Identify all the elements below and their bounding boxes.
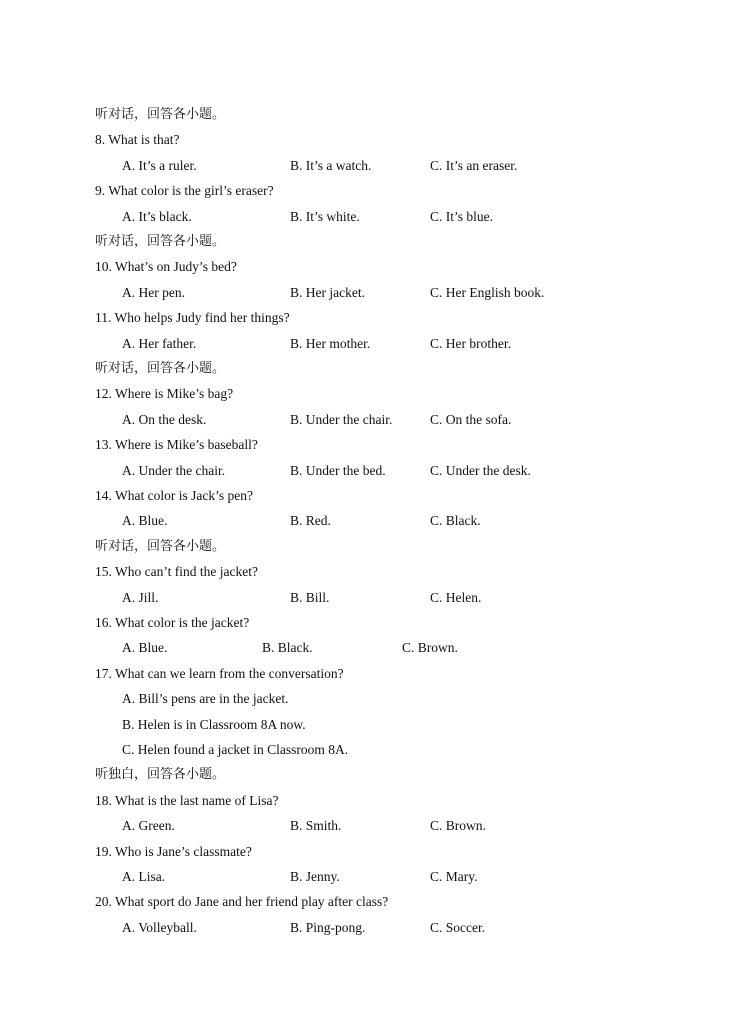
section-heading: 听对话，回答各小题。: [95, 538, 226, 554]
question-text: 15. Who can’t find the jacket?: [95, 564, 258, 580]
answer-option: A. On the desk.: [122, 411, 207, 427]
answer-option: A. Green.: [122, 818, 175, 834]
answer-option: C. Mary.: [430, 869, 478, 884]
answer-option: B. Jenny.: [290, 869, 340, 884]
answer-option: A. Jill.: [122, 589, 159, 605]
section-heading: 听对话，回答各小题。: [95, 361, 226, 376]
section-heading: 听对话，回答各小题。: [95, 234, 226, 249]
question-text: 13. Where is Mike’s baseball?: [95, 437, 258, 453]
question-text: 11. Who helps Judy find her things?: [95, 310, 290, 326]
answer-option: C. It’s blue.: [430, 208, 493, 224]
answer-option: A. Blue.: [122, 640, 168, 656]
question-text: 17. What can we learn from the conversation?: [95, 665, 344, 681]
answer-option: B. Her mother.: [290, 335, 371, 351]
answer-option: B. Under the bed.: [290, 462, 386, 478]
question-text: 19. Who is Jane’s classmate?: [95, 843, 252, 859]
answer-option: B. It’s white.: [290, 208, 360, 224]
answer-option: B. It’s a watch.: [290, 157, 372, 173]
question-text: 8. What is that?: [95, 132, 180, 148]
answer-option: C. Brown.: [402, 640, 458, 656]
answer-option: A. Under the chair.: [122, 462, 226, 478]
answer-option: C. Soccer.: [430, 919, 486, 935]
answer-option: A. Blue.: [122, 513, 168, 529]
answer-option: C. Helen.: [430, 589, 482, 605]
question-text: 16. What color is the jacket?: [95, 615, 250, 630]
answer-option: C. Her brother.: [430, 335, 511, 351]
answer-option: B. Black.: [262, 640, 313, 656]
answer-option: A. Her pen.: [122, 284, 185, 300]
answer-option: C. It’s an eraser.: [430, 157, 518, 173]
answer-option: C. Her English book.: [430, 284, 545, 300]
answer-option: A. Her father.: [122, 335, 197, 351]
answer-option: B. Bill.: [290, 589, 330, 605]
answer-option: A. Bill’s pens are in the jacket.: [122, 691, 289, 707]
question-text: 12. Where is Mike’s bag?: [95, 386, 234, 402]
answer-option: A. Volleyball.: [122, 919, 197, 935]
answer-option: B. Ping-pong.: [290, 919, 366, 935]
question-text: 9. What color is the girl’s eraser?: [95, 183, 274, 199]
answer-option: C. Helen found a jacket in Classroom 8A.: [122, 742, 349, 757]
question-text: 18. What is the last name of Lisa?: [95, 792, 279, 808]
section-heading: 听独白，回答各小题。: [95, 767, 226, 783]
question-text: 10. What’s on Judy’s bed?: [95, 259, 237, 275]
answer-option: A. It’s a ruler.: [122, 157, 197, 173]
answer-option: B. Her jacket.: [290, 284, 365, 300]
section-heading: 听对话，回答各小题。: [95, 107, 226, 122]
question-text: 20. What sport do Jane and her friend play after class?: [95, 894, 389, 910]
answer-option: B. Smith.: [290, 818, 342, 834]
answer-option: B. Under the chair.: [290, 411, 393, 427]
answer-option: B. Red.: [290, 513, 331, 529]
answer-option: C. Black.: [430, 513, 481, 529]
question-text: 14. What color is Jack’s pen?: [95, 488, 253, 503]
answer-option: C. On the sofa.: [430, 411, 512, 427]
answer-option: C. Brown.: [430, 818, 486, 834]
answer-option: B. Helen is in Classroom 8A now.: [122, 716, 306, 732]
answer-option: A. It’s black.: [122, 208, 192, 224]
answer-option: A. Lisa.: [122, 869, 166, 884]
answer-option: C. Under the desk.: [430, 462, 531, 478]
